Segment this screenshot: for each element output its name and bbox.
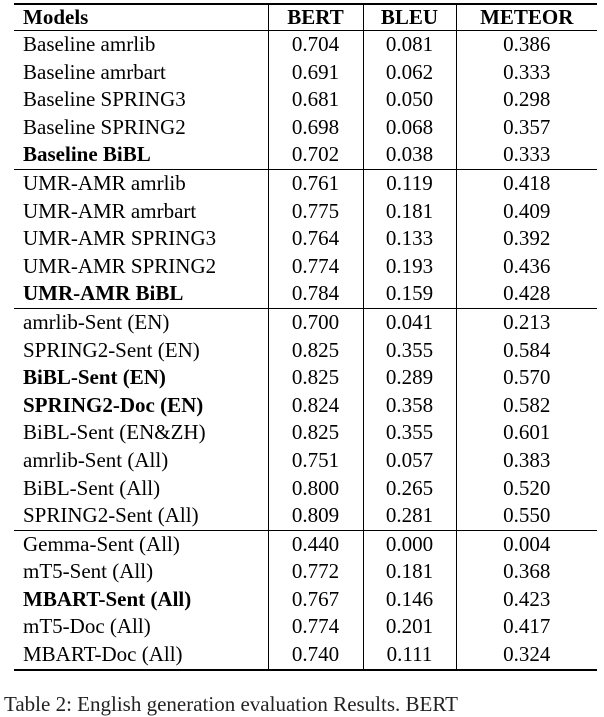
table-row [14,198,597,226]
model-cell: BiBL-Sent (All) [23,475,161,500]
table-row [14,253,597,281]
bleu-cell: 0.062 [363,59,456,87]
bleu-cell: 0.355 [363,419,456,447]
meteor-cell: 0.417 [456,613,597,641]
model-cell: MBART-Sent (All) [23,586,192,611]
model-cell: Baseline SPRING2 [23,114,186,139]
meteor-cell: 0.423 [456,586,597,614]
bleu-cell: 0.041 [363,308,456,336]
meteor-cell: 0.383 [456,447,597,475]
meteor-cell: 0.418 [456,169,597,197]
bleu-cell: 0.181 [363,198,456,226]
bert-cell: 0.824 [268,392,363,420]
model-cell: BiBL-Sent (EN&ZH) [23,420,206,445]
bleu-cell: 0.050 [363,86,456,114]
table-row [14,169,597,197]
results-table [14,3,597,671]
bert-cell: 0.767 [268,586,363,614]
model-cell: SPRING2-Sent (EN) [23,337,200,362]
meteor-cell: 0.520 [456,475,597,503]
meteor-cell: 0.428 [456,280,597,308]
column-header-bleu: BLEU [363,4,456,31]
meteor-cell: 0.357 [456,114,597,142]
model-cell: Baseline BiBL [23,142,151,167]
table-row [14,225,597,253]
table-row [14,530,597,558]
model-cell: amrlib-Sent (EN) [14,308,268,336]
table-caption: Table 2: English generation evaluation Results. BERT [4,692,458,716]
meteor-cell: 0.004 [456,530,597,558]
bert-cell: 0.440 [268,530,363,558]
bert-cell: 0.764 [268,225,363,253]
table-row [14,280,597,308]
model-cell: UMR-AMR amrlib [14,169,268,197]
header-row [14,4,597,31]
table-row [14,558,597,586]
bert-cell: 0.775 [268,198,363,226]
bleu-cell: 0.281 [363,502,456,530]
model-cell: BiBL-Sent (EN) [23,365,166,390]
table-row [14,114,597,142]
bleu-cell: 0.038 [363,141,456,169]
bert-cell: 0.751 [268,447,363,475]
meteor-cell: 0.324 [456,641,597,670]
bleu-cell: 0.111 [363,641,456,670]
meteor-cell: 0.570 [456,364,597,392]
meteor-cell: 0.333 [456,141,597,169]
table-row [14,141,597,169]
meteor-cell: 0.550 [456,502,597,530]
model-cell: SPRING2-Sent (All) [23,503,199,528]
model-cell: Baseline amrbart [23,59,166,84]
bert-cell: 0.825 [268,364,363,392]
meteor-cell: 0.584 [456,337,597,365]
column-header-meteor: METEOR [456,4,597,31]
model-cell: MBART-Doc (All) [23,642,183,667]
bleu-cell: 0.133 [363,225,456,253]
bert-cell: 0.772 [268,558,363,586]
bleu-cell: 0.355 [363,337,456,365]
bert-cell: 0.740 [268,641,363,670]
bleu-cell: 0.068 [363,114,456,142]
table-row [14,337,597,365]
meteor-cell: 0.298 [456,86,597,114]
table-row [14,613,597,641]
bert-cell: 0.774 [268,253,363,281]
bert-cell: 0.825 [268,337,363,365]
model-cell: UMR-AMR SPRING3 [23,226,217,251]
table-row [14,641,597,670]
table-row [14,364,597,392]
model-cell: mT5-Sent (All) [23,559,154,584]
bert-cell: 0.702 [268,141,363,169]
model-cell: Baseline SPRING3 [23,87,186,112]
meteor-cell: 0.409 [456,198,597,226]
table-row [14,31,597,59]
model-cell: amrlib-Sent (All) [23,447,169,472]
meteor-cell: 0.368 [456,558,597,586]
meteor-cell: 0.333 [456,59,597,87]
table-row [14,447,597,475]
table-row [14,59,597,87]
table-row [14,392,597,420]
bert-cell: 0.698 [268,114,363,142]
model-cell: UMR-AMR amrbart [23,198,197,223]
model-cell: Baseline amrlib [23,32,156,56]
table-row [14,419,597,447]
table-body [14,31,597,670]
bleu-cell: 0.057 [363,447,456,475]
bleu-cell: 0.201 [363,613,456,641]
meteor-cell: 0.213 [456,308,597,336]
bleu-cell: 0.000 [363,530,456,558]
bleu-cell: 0.289 [363,364,456,392]
bert-cell: 0.784 [268,280,363,308]
bleu-cell: 0.146 [363,586,456,614]
bert-cell: 0.691 [268,59,363,87]
bleu-cell: 0.265 [363,475,456,503]
meteor-cell: 0.392 [456,225,597,253]
model-cell: UMR-AMR BiBL [23,281,184,306]
column-header-bert: BERT [268,4,363,31]
table-row [14,86,597,114]
bert-cell: 0.700 [268,308,363,336]
bleu-cell: 0.193 [363,253,456,281]
bleu-cell: 0.081 [363,31,456,59]
model-cell: Gemma-Sent (All) [14,530,268,558]
bert-cell: 0.774 [268,613,363,641]
bert-cell: 0.761 [268,169,363,197]
meteor-cell: 0.601 [456,419,597,447]
meteor-cell: 0.582 [456,392,597,420]
meteor-cell: 0.386 [456,31,597,59]
bleu-cell: 0.159 [363,280,456,308]
bert-cell: 0.825 [268,419,363,447]
bleu-cell: 0.119 [363,169,456,197]
table-row [14,502,597,530]
table-row [14,475,597,503]
column-header-models: Models [23,5,89,29]
model-cell: SPRING2-Doc (EN) [23,392,204,417]
table-row [14,308,597,336]
bert-cell: 0.704 [268,31,363,59]
bert-cell: 0.809 [268,502,363,530]
meteor-cell: 0.436 [456,253,597,281]
bert-cell: 0.800 [268,475,363,503]
model-cell: UMR-AMR SPRING2 [23,253,217,278]
model-cell: mT5-Doc (All) [23,614,151,639]
bleu-cell: 0.358 [363,392,456,420]
table-row [14,586,597,614]
bert-cell: 0.681 [268,86,363,114]
bleu-cell: 0.181 [363,558,456,586]
